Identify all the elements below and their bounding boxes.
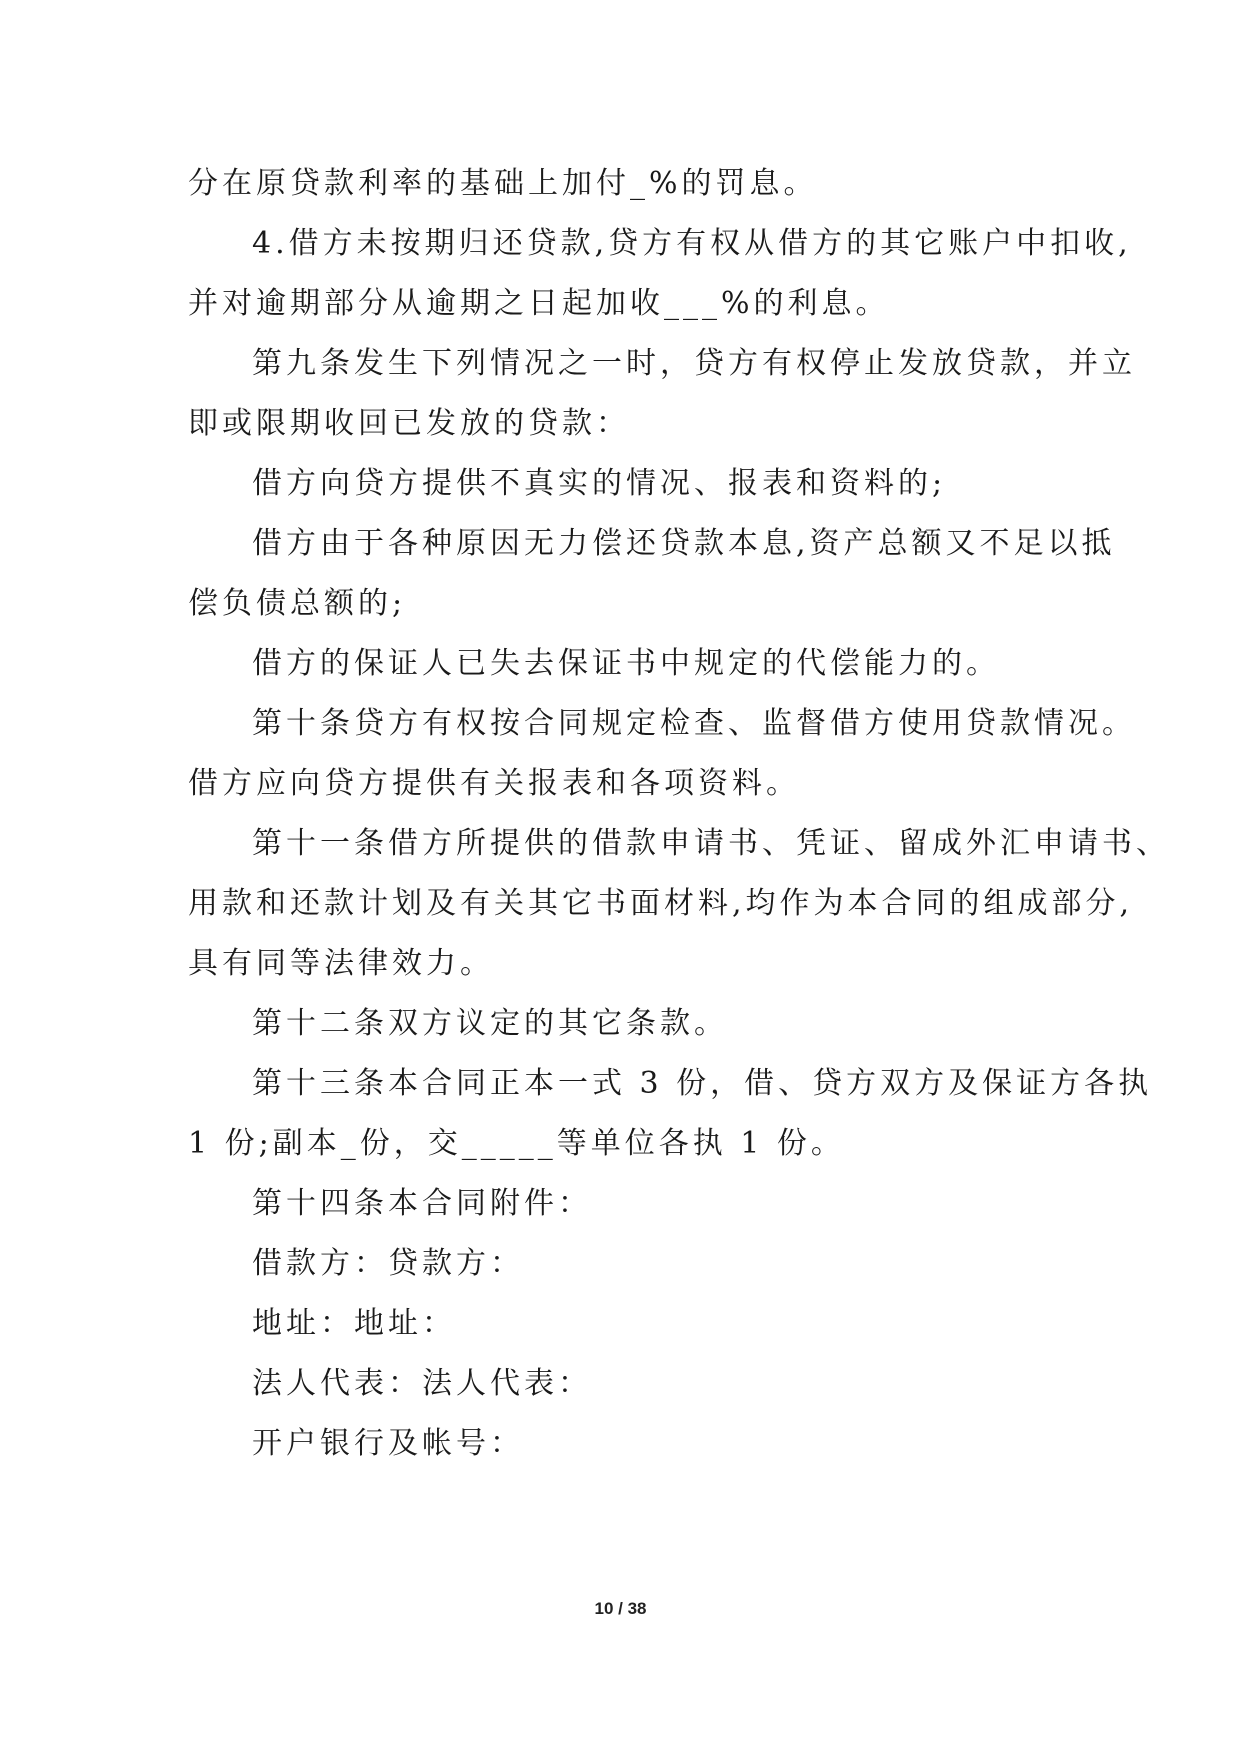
text-line: 第十一条借方所提供的借款申请书、凭证、留成外汇申请书、 <box>252 826 1170 861</box>
text-line: 法人代表：法人代表： <box>252 1366 592 1401</box>
text-line: 即或限期收回已发放的贷款： <box>188 406 630 441</box>
text-line: 1 份;副本_份，交_____等单位各执 1 份。 <box>188 1126 845 1161</box>
text-line: 开户银行及帐号： <box>252 1426 524 1461</box>
page-number: 10 / 38 <box>594 1599 647 1618</box>
text-line: 第九条发生下列情况之一时，贷方有权停止发放贷款，并立 <box>252 346 1136 381</box>
text-line: 并对逾期部分从逾期之日起加收___%的利息。 <box>188 286 890 321</box>
text-line: 分在原贷款利率的基础上加付_%的罚息。 <box>188 166 818 201</box>
text-line: 4.借方未按期归还贷款,贷方有权从借方的其它账户中扣收, <box>252 226 1132 261</box>
text-line: 第十三条本合同正本一式 3 份，借、贷方双方及保证方各执 <box>252 1066 1153 1101</box>
text-line: 第十条贷方有权按合同规定检查、监督借方使用贷款情况。 <box>252 706 1136 741</box>
text-line: 借方向贷方提供不真实的情况、报表和资料的; <box>252 466 947 501</box>
text-line: 第十二条双方议定的其它条款。 <box>252 1006 728 1041</box>
text-line: 第十四条本合同附件： <box>252 1186 592 1221</box>
text-line: 地址：地址： <box>252 1306 456 1341</box>
text-line: 具有同等法律效力。 <box>188 946 494 981</box>
text-line: 借方应向贷方提供有关报表和各项资料。 <box>188 766 800 801</box>
text-line: 借款方：贷款方： <box>252 1246 524 1281</box>
text-line: 偿负债总额的; <box>188 586 407 621</box>
text-line: 借方由于各种原因无力偿还贷款本息,资产总额又不足以抵 <box>252 526 1116 561</box>
text-line: 用款和还款计划及有关其它书面材料,均作为本合同的组成部分, <box>188 886 1134 921</box>
text-line: 借方的保证人已失去保证书中规定的代偿能力的。 <box>252 646 1000 681</box>
